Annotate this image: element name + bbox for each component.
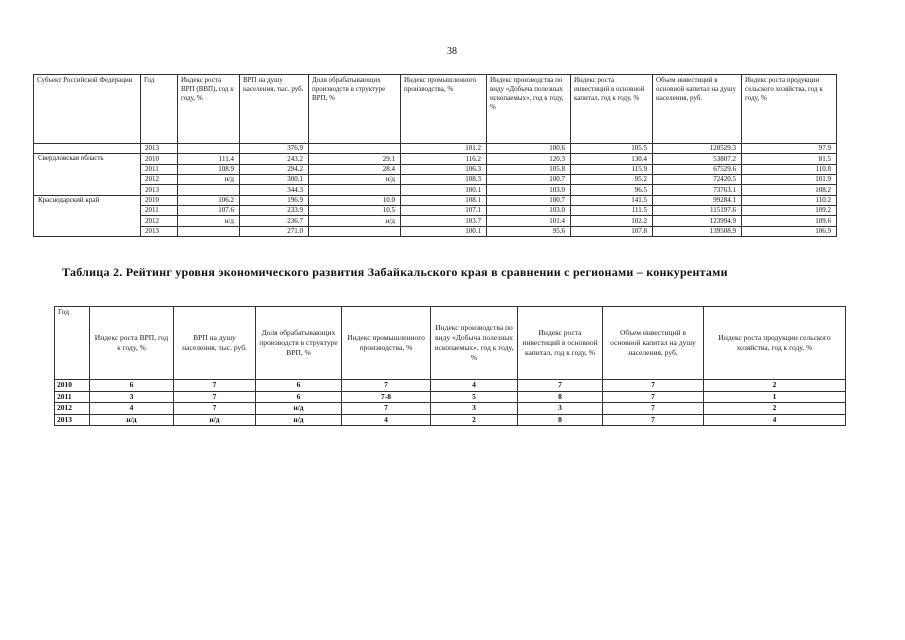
value-cell: 294.2 [240,164,309,174]
col-grp-per-capita-header: ВРП на душу населения, тыс. руб. [174,307,256,380]
value-cell [309,144,401,154]
value-cell: 271.0 [240,226,309,236]
rank-cell: 7 [342,403,431,415]
value-cell [178,226,240,236]
value-cell: 108.2 [742,185,837,195]
table-row [55,380,846,392]
value-cell: 107.6 [178,206,240,216]
value-cell: 233.9 [240,206,309,216]
value-cell: 106.9 [742,226,837,236]
value-cell: н/д [309,175,401,185]
value-cell: 110.8 [742,164,837,174]
rank-cell: 3 [518,403,603,415]
value-cell: 101.4 [487,216,571,226]
rank-cell: 7 [603,380,704,392]
year-cell: 2011 [141,206,178,216]
value-cell: 100.1 [401,226,487,236]
col-manufacturing-share-header: Доля обрабатывающих производств в структуре ВРП, % [309,75,401,144]
col-industrial-index-header: Индекс промышленного производства, % [342,307,431,380]
col-manufacturing-share-header: Доля обрабатывающих производств в структуре ВРП, % [256,307,342,380]
value-cell: 243.2 [240,154,309,164]
year-cell: 2013 [141,144,178,154]
rank-cell: 7 [174,391,256,403]
col-industrial-index-header: Индекс промышленного производства, % [401,75,487,144]
col-agriculture-index-header: Индекс роста продукции сельского хозяйства, год к году, % [742,75,837,144]
table-row [55,414,846,426]
col-subject-header: Субъект Российской Федерации [34,75,141,144]
rank-cell: 6 [256,380,342,392]
value-cell: 96.5 [571,185,653,195]
value-cell: 100.7 [487,195,571,205]
col-grp-growth-header: Индекс роста ВРП, год к году, % [90,307,174,380]
value-cell: 103.0 [487,185,571,195]
value-cell: 53807.2 [653,154,742,164]
value-cell: 236.7 [240,216,309,226]
value-cell: 100.7 [487,175,571,185]
value-cell: 103.7 [401,216,487,226]
table2-header-row [55,307,846,380]
value-cell: 120.3 [487,154,571,164]
value-cell: 105.8 [487,164,571,174]
value-cell: 97.9 [742,144,837,154]
year-cell: 2013 [141,226,178,236]
table-row [34,185,837,195]
table-row [34,144,837,154]
value-cell [178,185,240,195]
rank-cell: 6 [90,380,174,392]
value-cell: н/д [178,175,240,185]
rank-cell: 4 [90,403,174,415]
value-cell: н/д [178,216,240,226]
value-cell: 123994.9 [653,216,742,226]
value-cell: 102.2 [571,216,653,226]
value-cell: 111.4 [178,154,240,164]
value-cell: н/д [309,216,401,226]
rank-cell: 3 [90,391,174,403]
table-row [55,403,846,415]
year-cell: 2010 [55,380,90,392]
rank-cell: 2 [704,403,846,415]
col-grp-growth-header: Индекс роста ВРП (ВВП), год к году, % [178,75,240,144]
value-cell: 109.2 [742,206,837,216]
rank-cell: 8 [518,414,603,426]
region-cell [34,144,141,154]
page-number: 38 [447,46,457,57]
rank-cell: 2 [704,380,846,392]
table-row [34,216,837,226]
table-row [34,195,837,205]
value-cell: 95.6 [487,226,571,236]
value-cell: 344.3 [240,185,309,195]
region-cell: Краснодарский край [34,195,141,236]
table-row [34,154,837,164]
value-cell: 108.3 [401,175,487,185]
value-cell: 107.8 [571,226,653,236]
value-cell: 10.0 [309,195,401,205]
value-cell: 115.9 [571,164,653,174]
year-cell: 2010 [141,154,178,164]
rank-cell: 4 [342,414,431,426]
year-cell: 2012 [55,403,90,415]
year-cell: 2011 [55,391,90,403]
value-cell: 139508.9 [653,226,742,236]
value-cell: 111.5 [571,206,653,216]
table1-header-row [34,75,837,144]
col-investment-growth-header: Индекс роста инвестиций в основной капитал, год к году, % [571,75,653,144]
value-cell: 109.6 [742,216,837,226]
rank-cell: 5 [431,391,518,403]
rank-cell: 7 [603,403,704,415]
table-row [34,164,837,174]
value-cell: 101.9 [742,175,837,185]
rank-cell: 7 [603,414,704,426]
value-cell: 10.5 [309,206,401,216]
value-cell: 300.1 [240,175,309,185]
table-row [55,391,846,403]
value-cell: 110.2 [742,195,837,205]
col-agriculture-index-header: Индекс роста продукции сельского хозяйства, год к году, % [704,307,846,380]
value-cell: 108.1 [401,195,487,205]
value-cell: 28.4 [309,164,401,174]
value-cell: 196.9 [240,195,309,205]
rank-cell: н/д [174,414,256,426]
value-cell: 81.5 [742,154,837,164]
rank-cell: 7 [342,380,431,392]
value-cell: 130.4 [571,154,653,164]
rank-cell: 2 [431,414,518,426]
value-cell: 106.2 [178,195,240,205]
table-row [34,206,837,216]
rank-cell: 6 [256,391,342,403]
col-mining-index-header: Индекс производства по виду «Добыча полезных ископаемых», год к году, % [431,307,518,380]
value-cell: 95.2 [571,175,653,185]
year-cell: 2013 [141,185,178,195]
value-cell: 116.2 [401,154,487,164]
value-cell: 99284.1 [653,195,742,205]
col-investment-growth-header: Индекс роста инвестиций в основной капитал, год к году, % [518,307,603,380]
year-cell: 2010 [141,195,178,205]
rank-cell: 7 [518,380,603,392]
value-cell [309,185,401,195]
table2-caption: Таблица 2. Рейтинг уровня экономического развития Забайкальского края в сравнении с регионами – конкурентами [62,265,728,279]
rank-cell: 4 [431,380,518,392]
col-year-header: Год [141,75,178,144]
value-cell: 100.6 [487,144,571,154]
value-cell: 103.0 [487,206,571,216]
value-cell: 72420.5 [653,175,742,185]
value-cell: 108.9 [178,164,240,174]
rank-cell: 7 [174,403,256,415]
col-investment-per-capita-header: Объем инвестиций в основной капитал на душу населения, руб. [653,75,742,144]
value-cell [309,226,401,236]
rank-cell: 1 [704,391,846,403]
rank-cell: 7 [603,391,704,403]
year-cell: 2013 [55,414,90,426]
value-cell: 29.1 [309,154,401,164]
value-cell: 141.5 [571,195,653,205]
rank-cell: 4 [704,414,846,426]
regions-comparison-table [33,74,837,237]
value-cell: 105.5 [571,144,653,154]
year-cell: 2012 [141,216,178,226]
col-year-header: Год [55,307,90,380]
rank-cell: 8 [518,391,603,403]
rank-cell: 7 [174,380,256,392]
table-row [34,175,837,185]
value-cell: 73763.1 [653,185,742,195]
year-cell: 2012 [141,175,178,185]
table-row [34,226,837,236]
value-cell: 107.1 [401,206,487,216]
rank-cell: 3 [431,403,518,415]
value-cell: 115197.6 [653,206,742,216]
ranking-table [54,306,846,426]
rank-cell: н/д [256,403,342,415]
year-cell: 2011 [141,164,178,174]
rank-cell: н/д [256,414,342,426]
col-grp-per-capita-header: ВРП на душу населения, тыс. руб. [240,75,309,144]
rank-cell: 7-8 [342,391,431,403]
region-cell: Свердловская область [34,154,141,195]
col-investment-per-capita-header: Объем инвестиций в основной капитал на душу населения, руб. [603,307,704,380]
rank-cell: н/д [90,414,174,426]
value-cell: 106.3 [401,164,487,174]
value-cell: 100.1 [401,185,487,195]
value-cell: 101.2 [401,144,487,154]
value-cell: 67529.6 [653,164,742,174]
value-cell: 376.9 [240,144,309,154]
value-cell: 120529.3 [653,144,742,154]
col-mining-index-header: Индекс производства по виду «Добыча полезных ископаемых», год к году, % [487,75,571,144]
value-cell [178,144,240,154]
